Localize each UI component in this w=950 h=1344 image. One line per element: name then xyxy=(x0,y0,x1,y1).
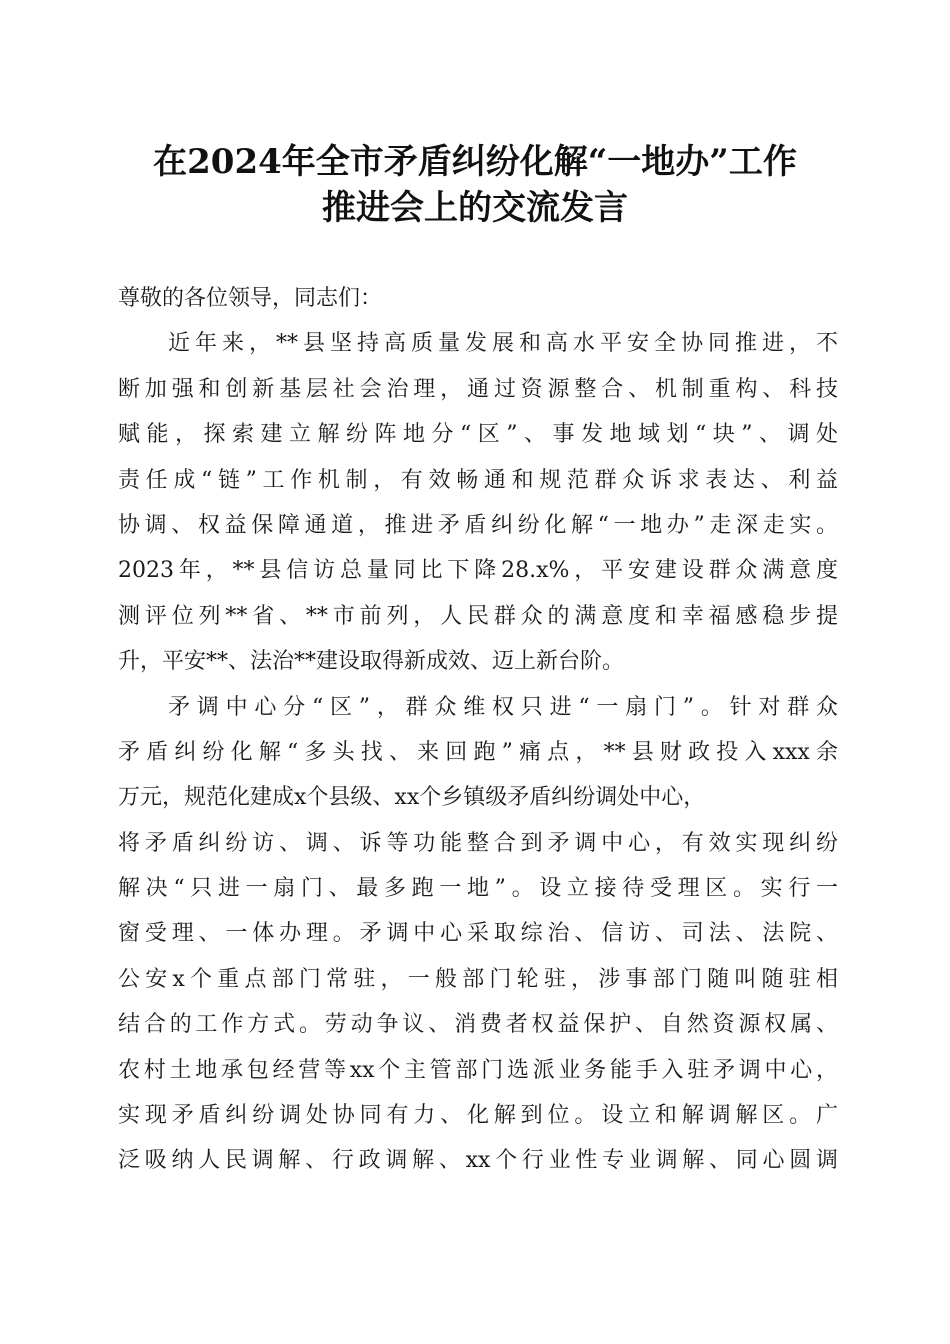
body-line: 赋能，探索建立解纷阵地分“区”、事发地域划“块”、调处 xyxy=(118,422,838,448)
body-line: 结合的工作方式。劳动争议、消费者权益保护、自然资源权属、 xyxy=(118,1012,838,1038)
body-line: 解决“只进一扇门、最多跑一地”。设立接待受理区。实行一 xyxy=(118,876,838,902)
salutation: 尊敬的各位领导，同志们： xyxy=(118,286,383,311)
body-line: 窗受理、一体办理。矛调中心采取综治、信访、司法、法院、 xyxy=(118,921,838,947)
body-line: 近年来，**县坚持高质量发展和高水平安全协同推进，不 xyxy=(168,331,838,357)
body-line: 万元，规范化建成x个县级、xx个乡镇级矛盾纠纷调处中心， xyxy=(118,785,706,811)
body-line: 2023年，**县信访总量同比下降28.x%，平安建设群众满意度 xyxy=(118,558,838,584)
body-line: 将矛盾纠纷访、调、诉等功能整合到矛调中心，有效实现纠纷 xyxy=(118,830,838,856)
document-body xyxy=(118,276,838,1184)
body-line: 农村土地承包经营等xx个主管部门选派业务能手入驻矛调中心， xyxy=(118,1057,838,1083)
body-line: 矛调中心分“区”，群众维权只进“一扇门”。针对群众 xyxy=(168,694,838,720)
document-title-line-2: 推进会上的交流发言 xyxy=(322,188,628,228)
body-line: 协调、权益保障通道，推进矛盾纠纷化解“一地办”走深走实。 xyxy=(118,512,838,538)
body-line: 升，平安**、法治**建设取得新成效、迈上新台阶。 xyxy=(118,649,625,675)
document-title-line-1: 在2024年全市矛盾纠纷化解“一地办”工作 xyxy=(153,142,797,182)
body-line: 责任成“链”工作机制，有效畅通和规范群众诉求表达、利益 xyxy=(118,467,838,493)
body-line: 矛盾纠纷化解“多头找、来回跑”痛点，**县财政投入xxx余 xyxy=(118,739,838,765)
body-line: 泛吸纳人民调解、行政调解、xx个行业性专业调解、同心圆调 xyxy=(118,1148,838,1174)
body-line: 断加强和创新基层社会治理，通过资源整合、机制重构、科技 xyxy=(118,376,838,402)
body-line: 公安x个重点部门常驻，一般部门轮驻，涉事部门随叫随驻相 xyxy=(118,966,838,992)
body-line: 测评位列**省、**市前列，人民群众的满意度和幸福感稳步提 xyxy=(118,603,838,629)
body-line: 实现矛盾纠纷调处协同有力、化解到位。设立和解调解区。广 xyxy=(118,1103,838,1129)
